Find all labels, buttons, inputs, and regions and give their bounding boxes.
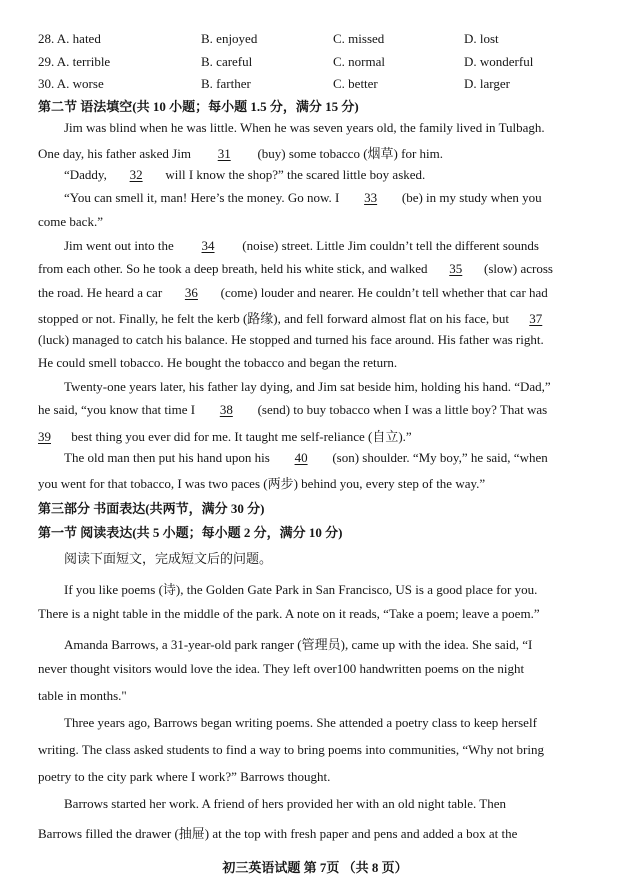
passage1-line: He could smell tobacco. He bought the tobacco and began the return. (38, 355, 398, 370)
passage2-line: never thought visitors would love the idea. They left over100 handwritten poems on the night (38, 661, 525, 676)
option-c: C. missed (333, 31, 385, 46)
blank-32: 32 (129, 167, 143, 182)
option-a: 28. A. hated (38, 31, 101, 46)
passage1-line: One day, his father asked Jim 31 (buy) some tobacco (烟草) for him. (38, 146, 444, 161)
passage1-line: you went for that tobacco, I was two paces (两步) behind you, every step of the way.” (38, 476, 486, 491)
instruction: 阅读下面短文，完成短文后的问题。 (64, 551, 273, 566)
option-a: 29. A. terrible (38, 54, 111, 69)
option-b: B. careful (201, 54, 253, 69)
passage1-line: stopped or not. Finally, he felt the kerb (路缘), and fell forward almost flat on his face, but 37 (38, 311, 543, 326)
passage2-line: Three years ago, Barrows began writing poems. She attended a poetry class to keep herself (64, 715, 537, 730)
blank-38: 38 (219, 402, 233, 417)
blank-31: 31 (217, 146, 231, 161)
passage2-line: Barrows filled the drawer (抽屉) at the top with fresh paper and pens and added a box at the (38, 826, 518, 841)
passage2-line: writing. The class asked students to find a way to bring poems into communities, “Why not bring (38, 742, 544, 757)
passage2-line: If you like poems (诗), the Golden Gate Park in San Francisco, US is a good place for you. (64, 582, 538, 597)
option-b: B. farther (201, 76, 251, 91)
blank-40: 40 (294, 450, 308, 465)
passage2-line: poetry to the city park where I work?” Barrows thought. (38, 769, 331, 784)
option-b: B. enjoyed (201, 31, 258, 46)
blank-35: 35 (449, 261, 463, 276)
option-a: 30. A. worse (38, 76, 104, 91)
passage1-line: come back.” (38, 214, 103, 229)
passage1-line: 39 best thing you ever did for me. It taught me self-reliance (自立).” (38, 429, 412, 444)
blank-39: 39 (38, 429, 51, 444)
option-c: C. better (333, 76, 378, 91)
passage1-line: Jim went out into the 34 (noise) street. Little Jim couldn’t tell the different sounds (64, 238, 539, 253)
passage2-line: table in months." (38, 688, 127, 703)
blank-33: 33 (364, 190, 378, 205)
passage2-line: There is a night table in the middle of the park. A note on it reads, “Take a poem; leave a poem.” (38, 606, 540, 621)
blank-34: 34 (201, 238, 215, 253)
option-d: D. larger (464, 76, 510, 91)
section-1-title: 第一节 阅读表达(共 5 小题；每小题 2 分，满分 10 分) (38, 525, 343, 540)
passage1-line: Jim was blind when he was little. When he was seven years old, the family lived in Tulbagh. (64, 120, 545, 135)
page-footer: 初三英语试题 第 7页 （共 8 页） (222, 860, 408, 875)
option-d: D. wonderful (464, 54, 534, 69)
passage2-line: Amanda Barrows, a 31-year-old park ranger (管理员), came up with the idea. She said, “I (64, 637, 533, 652)
blank-36: 36 (184, 285, 198, 300)
blank-37: 37 (529, 311, 543, 326)
passage2-line: Barrows started her work. A friend of hers provided her with an old night table. Then (64, 796, 507, 811)
passage1-line: the road. He heard a car 36 (come) louder and nearer. He couldn’t tell whether that car had (38, 285, 548, 300)
option-c: C. normal (333, 54, 385, 69)
passage1-line: Twenty-one years later, his father lay dying, and Jim sat beside him, holding his hand. “Dad,” (64, 379, 551, 394)
passage1-line: he said, “you know that time I 38 (send) to buy tobacco when I was a little boy? That was (38, 402, 548, 417)
question-28-options (38, 31, 598, 53)
question-29-options (38, 54, 598, 76)
section-2-title: 第二节 语法填空(共 10 小题；每小题 1.5 分，满分 15 分) (38, 99, 359, 114)
passage1-line: (luck) managed to catch his balance. He stopped and turned his face around. His father was right. (38, 332, 544, 347)
passage1-line: The old man then put his hand upon his 40 (son) shoulder. “My boy,” he said, “when (64, 450, 548, 465)
passage1-line: “Daddy, 32 will I know the shop?” the scared little boy asked. (64, 167, 426, 182)
part-3-title: 第三部分 书面表达(共两节，满分 30 分) (38, 501, 265, 516)
option-d: D. lost (464, 31, 499, 46)
passage1-line: “You can smell it, man! Here’s the money. Go now. I 33 (be) in my study when you (64, 190, 542, 205)
question-30-options (38, 76, 598, 98)
passage1-line: from each other. So he took a deep breath, held his white stick, and walked 35 (slow) across (38, 261, 553, 276)
